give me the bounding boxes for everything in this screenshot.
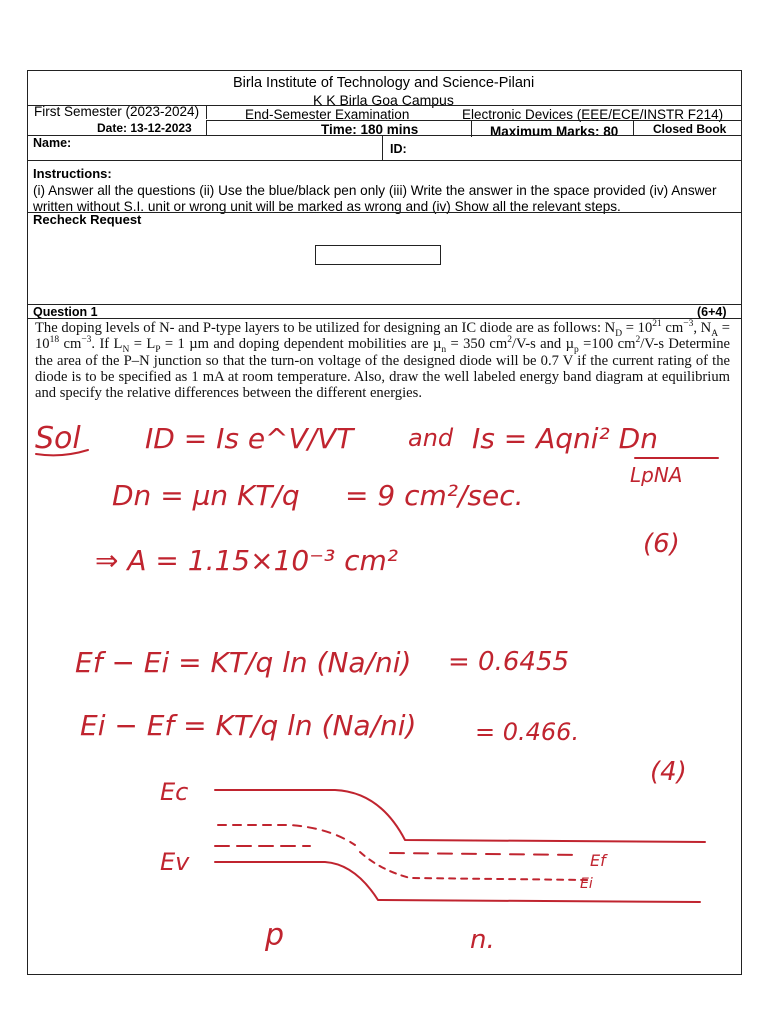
question-marks: (6+4) xyxy=(697,305,727,319)
exam-date: Date: 13-12-2023 xyxy=(97,121,192,135)
and-word: and xyxy=(408,424,454,452)
saturation-current-denominator: LpNA xyxy=(630,463,683,487)
intrinsic-level-p-side xyxy=(218,825,355,845)
conduction-band-line xyxy=(215,790,705,842)
fermi-level-n-side xyxy=(390,853,580,855)
ef-minus-ei-result: = 0.6455 xyxy=(448,647,570,677)
n-region-label: n. xyxy=(470,925,495,955)
diode-current-equation: ID = Is e^V/VT xyxy=(145,422,354,455)
marks-four: (4) xyxy=(650,757,687,787)
exam-time: Time: 180 mins xyxy=(321,122,419,137)
institute-name: Birla Institute of Technology and Science-Pilani xyxy=(233,75,535,91)
exam-type: End-Semester Examination xyxy=(245,107,410,122)
diffusion-coefficient-result: = 9 cm²/sec. xyxy=(345,479,524,512)
ei-minus-ef-result: = 0.466. xyxy=(475,718,580,746)
id-field-label: ID: xyxy=(390,142,407,156)
course-title: Electronic Devices (EEE/ECE/INSTR F214) xyxy=(462,107,724,122)
area-result: ⇒ A = 1.15×10⁻³ cm² xyxy=(95,544,399,577)
diffusion-coefficient-equation: Dn = µn KT/q xyxy=(112,479,300,512)
marks-six: (6) xyxy=(643,529,680,559)
max-marks: Maximum Marks: 80 xyxy=(490,124,619,139)
instructions-title: Instructions: xyxy=(33,166,112,181)
ev-label: Ev xyxy=(160,848,190,876)
semester-label: First Semester (2023-2024) xyxy=(34,104,200,119)
name-field-label: Name: xyxy=(33,136,72,150)
recheck-request-label: Recheck Request xyxy=(33,212,142,227)
saturation-current-equation: Is = Aqni² Dn xyxy=(472,422,658,455)
intrinsic-level-n-side xyxy=(360,852,590,880)
question-title: Question 1 xyxy=(33,305,98,319)
instructions-line-2: written without S.I. unit or wrong unit will be marked as wrong and (iv) Show all the relevant steps. xyxy=(33,199,621,214)
closed-book: Closed Book xyxy=(653,122,727,136)
sol-label: Sol xyxy=(35,421,81,456)
p-region-label: p xyxy=(265,918,285,953)
ef-label: Ef xyxy=(590,851,606,870)
campus-name: K K Birla Goa Campus xyxy=(313,92,454,108)
question-statement: The doping levels of N- and P-type layers to be utilized for designing an IC diode are as follows: $N_D = 10^{21}$ $cm^{-3}$, $N_A = 10^{18}$ $cm^{-3}$. If $L_N = L_P = 1$ µm and doping dependent mobilities are µ$_n$ = 350 $cm^2/V-s$ and µ$_p$ =100 $cm^2/V-s$ Determine the area of the P–N junction so that the turn-on voltage of the designed diode will be 0.7 V if the current rating of the diode is to be specified as 1 mA at room temperature. Also, draw the well labeled energy band diagram at equilibrium and specify the relative differences between the different energies. xyxy=(35,319,731,402)
ei-minus-ef-equation: Ei − Ef = KT/q ln (Na/ni) xyxy=(80,709,417,742)
ef-minus-ei-equation: Ef − Ei = KT/q ln (Na/ni) xyxy=(75,646,412,679)
ei-label: Ei xyxy=(580,876,593,892)
ec-label: Ec xyxy=(160,778,189,806)
valence-band-line xyxy=(215,862,700,902)
instructions-line-1: (i) Answer all the questions (ii) Use the blue/black pen only (iii) Write the answer in the space provided (iv) Answer xyxy=(33,183,717,198)
